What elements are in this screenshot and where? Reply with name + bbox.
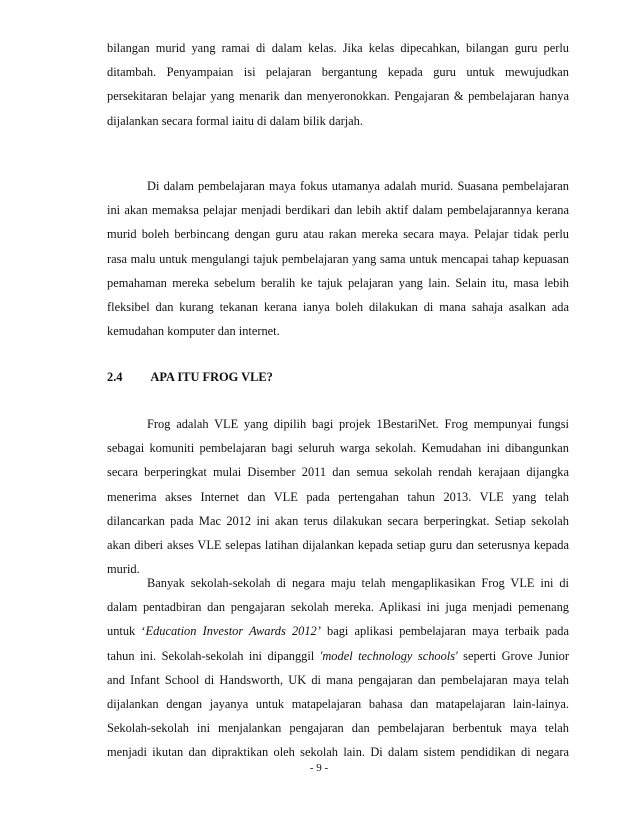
text-line: Frog adalah VLE yang dipilih bagi projek 1BestariNet. Frog mempunyai fungsi (147, 417, 569, 431)
section-number: 2.4 (107, 370, 123, 384)
text-span: seperti Grove Junior (457, 648, 569, 663)
text-line: Di dalam pembelajaran maya fokus utamanya adalah murid. Suasana pembelajaran (147, 179, 569, 193)
paragraph-4 (107, 571, 569, 765)
text-line: pemahaman mereka sebelum beralih ke tajuk pelajaran yang lain. Selain itu, masa lebih (107, 275, 569, 290)
text-line: dalam pentadbiran dan pengajaran sekolah mereka. Aplikasi ini juga menjadi pemenang (107, 600, 569, 615)
text-span: tahun ini. Sekolah-sekolah ini dipanggil (107, 648, 320, 663)
text-span: bagi aplikasi pembelajaran maya terbaik pada (320, 624, 569, 639)
text-line: secara berperingkat mulai Disember 2011 dan semua sekolah rendah kerajaan dijangka (107, 465, 569, 480)
text-line: menjadi ikutan dan dipraktikan oleh sekolah lain. Di dalam sistem pendidikan di negara (107, 745, 569, 760)
text-line: Banyak sekolah-sekolah di negara maju telah mengaplikasikan Frog VLE ini di (147, 576, 569, 590)
text-line: rasa malu untuk mengulangi tajuk pembelajaran yang sama untuk mencapai tahap kepuasan (107, 251, 569, 266)
text-line: Sekolah-sekolah ini menjalankan pengajaran dan pembelajaran berbentuk maya telah (107, 721, 569, 736)
paragraph-3 (107, 412, 569, 581)
section-title: APA ITU FROG VLE? (150, 370, 273, 384)
text-line: ditambah. Penyampaian isi pelajaran bergantung kepada guru untuk mewujudkan (107, 65, 569, 80)
paragraph-2 (107, 174, 569, 343)
term-italic: 'model technology schools' (319, 648, 458, 663)
text-line: akan diberi akses VLE selepas latihan dijalankan kepada setiap guru dan seterusnya kepada (107, 538, 569, 553)
text-line: bilangan murid yang ramai di dalam kelas. Jika kelas dipecahkan, bilangan guru perlu (107, 41, 569, 55)
award-name-italic: Education Investor Awards 2012’ (145, 624, 321, 639)
text-line: kemudahan komputer dan internet. (107, 324, 280, 339)
page-number: - 9 - (309, 762, 329, 774)
text-line: menerima akses Internet dan VLE pada pertengahan tahun 2013. VLE yang telah (107, 489, 569, 504)
text-line: and Infant School di Handsworth, UK di mana pengajaran dan pembelajaran maya telah (107, 672, 569, 687)
text-span: untuk ‘ (107, 624, 146, 639)
text-line: dilancarkan pada Mac 2012 ini akan terus dilakukan secara berperingkat. Setiap sekolah (107, 513, 569, 528)
text-line: dijalankan dengan jayanya untuk matapelajaran bahasa dan matapelajaran lain-lainya. (107, 697, 569, 712)
text-line: ini akan memaksa pelajar menjadi berdikari dan lebih aktif dalam pembelajarannya kerana (107, 203, 569, 218)
text-line (107, 644, 569, 668)
text-line: persekitaran belajar yang menarik dan menyeronokkan. Pengajaran & pembelajaran hanya (107, 89, 569, 104)
text-line: dijalankan secara formal iaitu di dalam bilik darjah. (107, 113, 363, 128)
text-line: sebagai komuniti pembelajaran bagi seluruh warga sekolah. Kemudahan ini dibangunkan (107, 441, 569, 456)
text-line: murid. (107, 562, 140, 577)
text-line (107, 619, 569, 643)
text-line: fleksibel dan kurang tekanan kerana ianya boleh dilakukan di mana sahaja asalkan ada (107, 300, 569, 315)
text-line: murid boleh berbincang dengan guru atau rakan mereka secara maya. Pelajar tidak perlu (107, 227, 569, 242)
paragraph-1 (107, 36, 569, 133)
section-heading (107, 370, 273, 385)
